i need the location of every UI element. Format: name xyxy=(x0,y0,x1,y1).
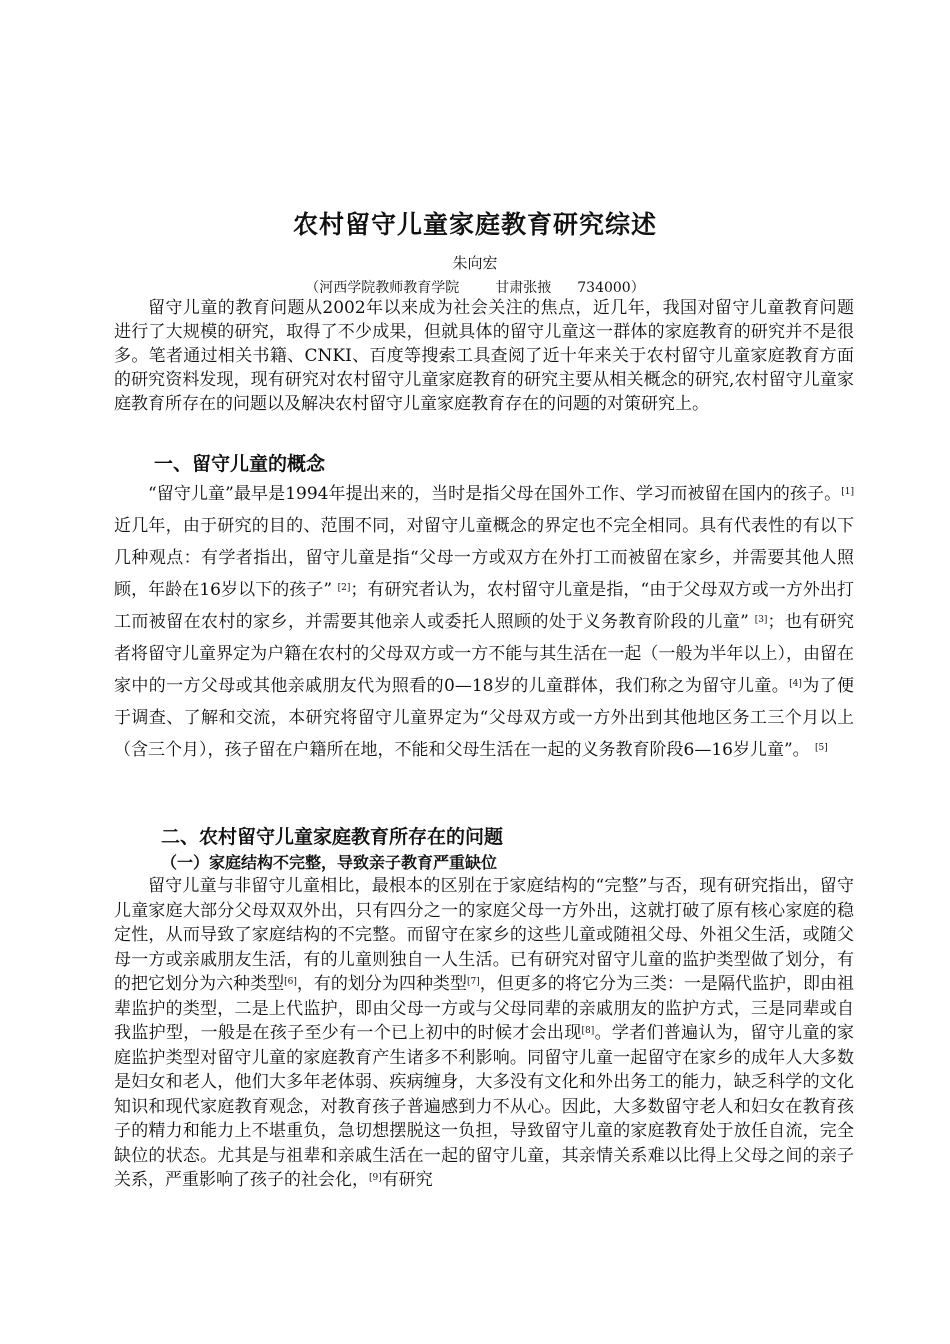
affiliation-location: 甘肃张掖 xyxy=(495,280,552,296)
problem-text-3: ，但更多的将它分为三类：一是隔代监护，即由祖辈监护的类型，二是上代监护，即由父母一方或与父母同辈的亲戚朋友的监护方式，三是同辈或自我监护型，一般是在孩子至少有一个已上初中的时候才会出现 xyxy=(114,974,855,1043)
concept-text-4: ；也有研究者将留守儿童界定为户籍在农村的父母双方或一方不能与其生活在一起（一般为半年以上），由留在家中的一方父母或其他亲戚朋友代为照看的0—18岁的儿童群体，我们称之为留守儿童。 xyxy=(114,612,855,696)
concept-paragraph xyxy=(114,478,854,766)
subsection-heading-1: （一）家庭结构不完整，导致亲子教育严重缺位 xyxy=(161,853,498,872)
problem-text-1: 留守儿童与非留守儿童相比，最根本的区别在于家庭结构的“完整”与否，现有研究指出，留守儿童家庭大部分父母双双外出，只有四分之一的家庭父母一方外出，这就打破了原有核心家庭的稳定性，从而导致了家庭结构的不完整。而留守在家乡的这些儿童或随祖父母、外祖父生活，或随父母一方或亲戚朋友生活，有的儿童则独自一人生活。已有研究对留守儿童的监护类型做了划分，有的把它划分为六种类型 xyxy=(114,876,854,994)
problem-section xyxy=(114,874,854,1193)
intro-section xyxy=(114,296,854,416)
citation-8: [8] xyxy=(581,1026,595,1036)
section-heading-1: 一、留守儿童的概念 xyxy=(154,453,326,475)
concept-text-1: “留守儿童”最早是1994年提出来的，当时是指父母在国外工作、学习而被留在国内的孩子。 xyxy=(148,484,842,504)
concept-text-5: 为了便于调查、了解和交流，本研究将留守儿童界定为“父母双方或一方外出到其他地区务工三个月以上（含三个月），孩子留在户籍所在地，不能和父母生活在一起的义务教育阶段6—16岁儿童”。 xyxy=(114,676,855,760)
affiliation-postcode: 734000） xyxy=(577,280,645,296)
citation-6: [6] xyxy=(284,977,297,987)
problem-text-4: 。学者们普遍认为，留守儿童的家庭监护类型对留守儿童的家庭教育产生诸多不利影响。同留守儿童一起留守在家乡的成年人大多数是妇女和老人，他们大多年老体弱、疾病缠身，大多没有文化和外出务工的能力，缺乏科学的文化知识和现代家庭教育观念，对教育孩子普遍感到力不从心。因此，大多数留守老人和妇女在教育孩子的精力和能力上不堪重负，急切想摆脱这一负担，导致留守儿童的家庭教育处于放任自流，完全缺位的状态。尤其是与祖辈和亲戚生活在一起的留守儿童，其亲情关系难以比得上父母之间的亲子关系，严重影响了孩子的社会化， xyxy=(114,1023,855,1190)
citation-9: [9] xyxy=(369,1173,382,1183)
citation-1: [1] xyxy=(841,487,854,497)
problem-text-5: 有研究 xyxy=(381,1170,433,1190)
concept-section xyxy=(114,478,854,766)
concept-text-3: ；有研究者认为，农村留守儿童是指，“由于父母双方或一方外出打工而被留在农村的家乡，并需要其他亲人或委托人照顾的处于义务教育阶段的儿童” xyxy=(114,580,854,632)
author-name: 朱向宏 xyxy=(452,254,498,272)
citation-2: [2] xyxy=(337,583,351,593)
concept-text-2: 近几年，由于研究的目的、范围不同，对留守儿童概念的界定也不完全相同。具有代表性的有以下几种观点：有学者指出，留守儿童是指“父母一方或双方在外打工而被留在家乡，并需要其他人照顾，年龄在16岁以下的孩子” xyxy=(114,516,854,600)
paper-title: 农村留守儿童家庭教育研究综述 xyxy=(292,210,657,239)
citation-7: [7] xyxy=(467,977,480,987)
section-heading-2: 二、农村留守儿童家庭教育所存在的问题 xyxy=(161,826,504,848)
citation-3: [3] xyxy=(754,615,768,625)
problem-text-2: ，有的划分为四种类型 xyxy=(296,974,468,994)
citation-5: [5] xyxy=(815,743,828,753)
problem-paragraph xyxy=(114,874,854,1193)
affiliation-institution: （河西学院教师教育学院 xyxy=(305,280,460,296)
citation-4: [4] xyxy=(789,679,802,689)
intro-paragraph: 留守儿童的教育问题从2002年以来成为社会关注的焦点，近几年，我国对留守儿童教育问题进行了大规模的研究，取得了不少成果，但就具体的留守儿童这一群体的家庭教育的研究并不是很多。笔者通过相关书籍、CNKI、百度等搜索工具查阅了近十年来关于农村留守儿童家庭教育方面的研究资料发现，现有研究对农村留守儿童家庭教育的研究主要从相关概念的研究,农村留守儿童家庭教育所存在的问题以及解决农村留守儿童家庭教育存在的问题的对策研究上。 xyxy=(114,298,854,414)
affiliation xyxy=(0,277,950,297)
